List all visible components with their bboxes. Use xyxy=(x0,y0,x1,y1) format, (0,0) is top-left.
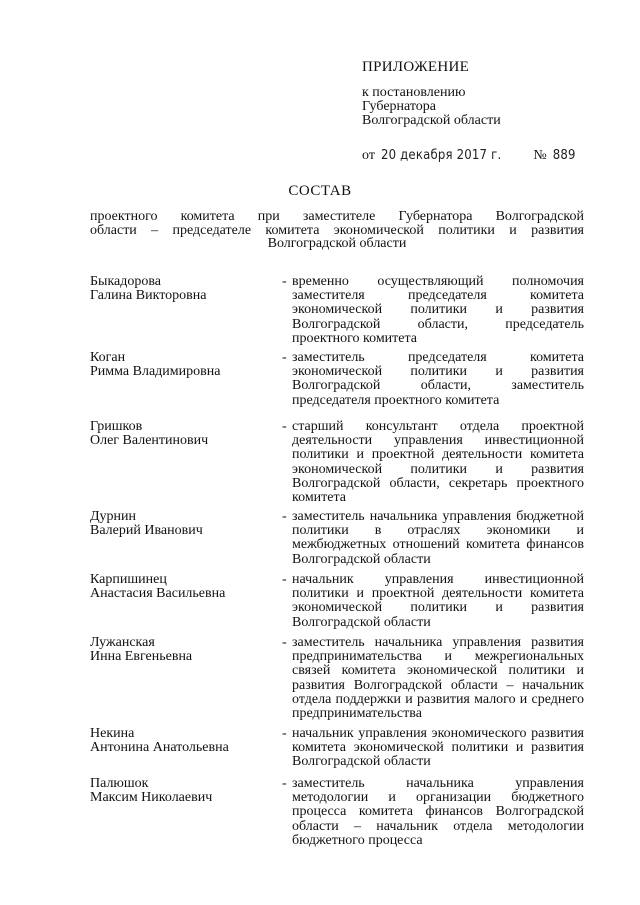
appendix-line-region: Волгоградской области xyxy=(362,113,501,128)
member-name xyxy=(90,275,270,303)
subtitle-line-3: Волгоградской области xyxy=(267,236,407,251)
member-surname: Палюшок xyxy=(90,776,149,791)
appendix-block xyxy=(362,58,622,164)
date-prefix: от xyxy=(362,148,375,163)
member-dash: - xyxy=(282,274,287,289)
member-dash: - xyxy=(282,419,287,434)
member-given-name: Олег Валентинович xyxy=(90,433,209,448)
appendix-title: ПРИЛОЖЕНИЕ xyxy=(362,59,470,75)
appendix-date-row xyxy=(362,148,622,164)
document-subtitle xyxy=(90,210,584,251)
member-given-name: Римма Владимировна xyxy=(90,364,221,379)
subtitle-line-2: области – председателе комитета экономической политики и развития xyxy=(90,222,584,238)
member-role: начальник управления экономического развития комитета экономической политики и развития Волгоградской области xyxy=(292,726,584,770)
member-dash: - xyxy=(282,726,287,741)
member-given-name: Анастасия Васильевна xyxy=(90,586,226,601)
member-name xyxy=(90,777,270,805)
member-role: заместитель начальника управления бюджетной политики в отраслях экономики и межбюджетных отношений комитета финансов Волгоградской области xyxy=(292,509,584,567)
member-dash: - xyxy=(282,635,287,650)
appendix-line-governor: Губернатора xyxy=(362,99,437,114)
member-role: старший консультант отдела проектной деятельности управления инвестиционной политики и проектной деятельности комитета экономической политики и развития Волгоградской области, секретарь проектного комитета xyxy=(292,419,584,506)
decree-number: 889 xyxy=(552,148,576,163)
member-given-name: Максим Николаевич xyxy=(90,790,213,805)
member-role: заместитель председателя комитета экономической политики и развития Волгоградской области, заместитель председателя проектного комитета xyxy=(292,350,584,408)
member-dash: - xyxy=(282,572,287,587)
member-name xyxy=(90,727,270,755)
member-surname: Дурнин xyxy=(90,509,137,524)
appendix-line-decree: к постановлению xyxy=(362,85,466,100)
member-surname: Коган xyxy=(90,350,126,365)
decree-date: 20 декабря 2017 г. xyxy=(380,148,502,163)
member-dash: - xyxy=(282,509,287,524)
member-name xyxy=(90,636,270,664)
number-label: № xyxy=(533,148,547,163)
member-dash: - xyxy=(282,350,287,365)
member-dash: - xyxy=(282,776,287,791)
member-name xyxy=(90,573,270,601)
member-given-name: Валерий Иванович xyxy=(90,523,203,538)
member-name xyxy=(90,351,270,379)
member-role: начальник управления инвестиционной политики и проектной деятельности комитета экономической политики и развития Волгоградской области xyxy=(292,572,584,630)
member-given-name: Антонина Анатольевна xyxy=(90,740,229,755)
member-name xyxy=(90,420,270,448)
member-given-name: Инна Евгеньевна xyxy=(90,649,193,664)
member-surname: Гришков xyxy=(90,419,143,434)
subtitle-line-1: проектного комитета при заместителе Губернатора Волгоградской xyxy=(90,209,584,224)
member-surname: Карпишинец xyxy=(90,572,167,587)
member-role: заместитель начальника управления развития предпринимательства и межрегиональных связей комитета экономической политики и развития Волгоградской области – начальник отдела поддержки и развития малого и среднего предпринимательства xyxy=(292,635,584,722)
member-role: временно осуществляющий полномочия заместителя председателя комитета экономической политики и развития Волгоградской области, председатель проектного комитета xyxy=(292,274,584,346)
member-given-name: Галина Викторовна xyxy=(90,288,207,303)
member-surname: Некина xyxy=(90,726,135,741)
document-heading: СОСТАВ xyxy=(288,183,352,199)
member-role: заместитель начальника управления методологии и организации бюджетного процесса комитета финансов Волгоградской области – начальник отдела методологии бюджетного процесса xyxy=(292,776,584,848)
member-name xyxy=(90,510,270,538)
member-surname: Лужанская xyxy=(90,635,155,650)
member-surname: Быкадорова xyxy=(90,274,162,289)
